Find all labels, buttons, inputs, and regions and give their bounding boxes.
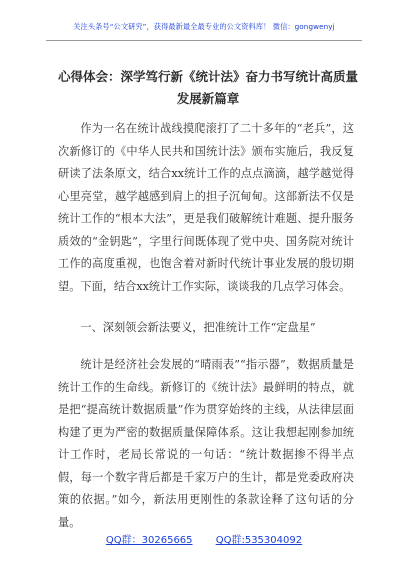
paragraph-section-1: 统计是经济社会发展的“晴雨表”“指示器”，数据质量是统计工作的生命线。新修订的《统计法》最鲜明的特点，就是把“提高统计数据质量”作为贯穿始终的主线，从法律层面构建了更为严密的数据质量保障体系。这让我想起刚参加统计工作时，老局长常说的一句话：“统计数据掺不得半点假，每一个数字背后都是千家万户的生计，都是党委政府决策的依据。”如今，新法用更刚性的条款诠释了这句话的分量。 xyxy=(58,358,354,529)
footer-qq-group-1: QQ群：30265665 xyxy=(105,535,193,546)
header-banner: 关注头条号“公文研究”，获得最新最全最专业的公文资料库！ 微信：gongwenyj xyxy=(73,22,335,31)
document-title: 心得体会：深学笃行新《统计法》奋力书写统计高质量发展新篇章 xyxy=(58,69,359,106)
footer-qq-group-2: QQ群:535304092 xyxy=(215,535,303,546)
paragraph-intro: 作为一名在统计战线摸爬滚打了二十多年的“老兵”，这次新修订的《中华人民共和国统计法》颁布实施后，我反复研读了法条原文，结合xx统计工作的点点滴滴，越学越觉得心里亮堂，越学越感到肩上的担子沉甸甸。这部新法不仅是统计工作的“根本大法”，更是我们破解统计难题、提升服务质效的“金钥匙”，字里行间既体现了党中央、国务院对统计工作的高度重视，也饱含着对新时代统计事业发展的殷切期望。下面，结合xx统计工作实际，谈谈我的几点学习体会。 xyxy=(58,122,354,293)
header-divider xyxy=(46,40,362,41)
section-heading-1: 一、深刻领会新法要义，把准统计工作“定盘星” xyxy=(80,321,316,334)
footer-contacts xyxy=(0,531,408,546)
